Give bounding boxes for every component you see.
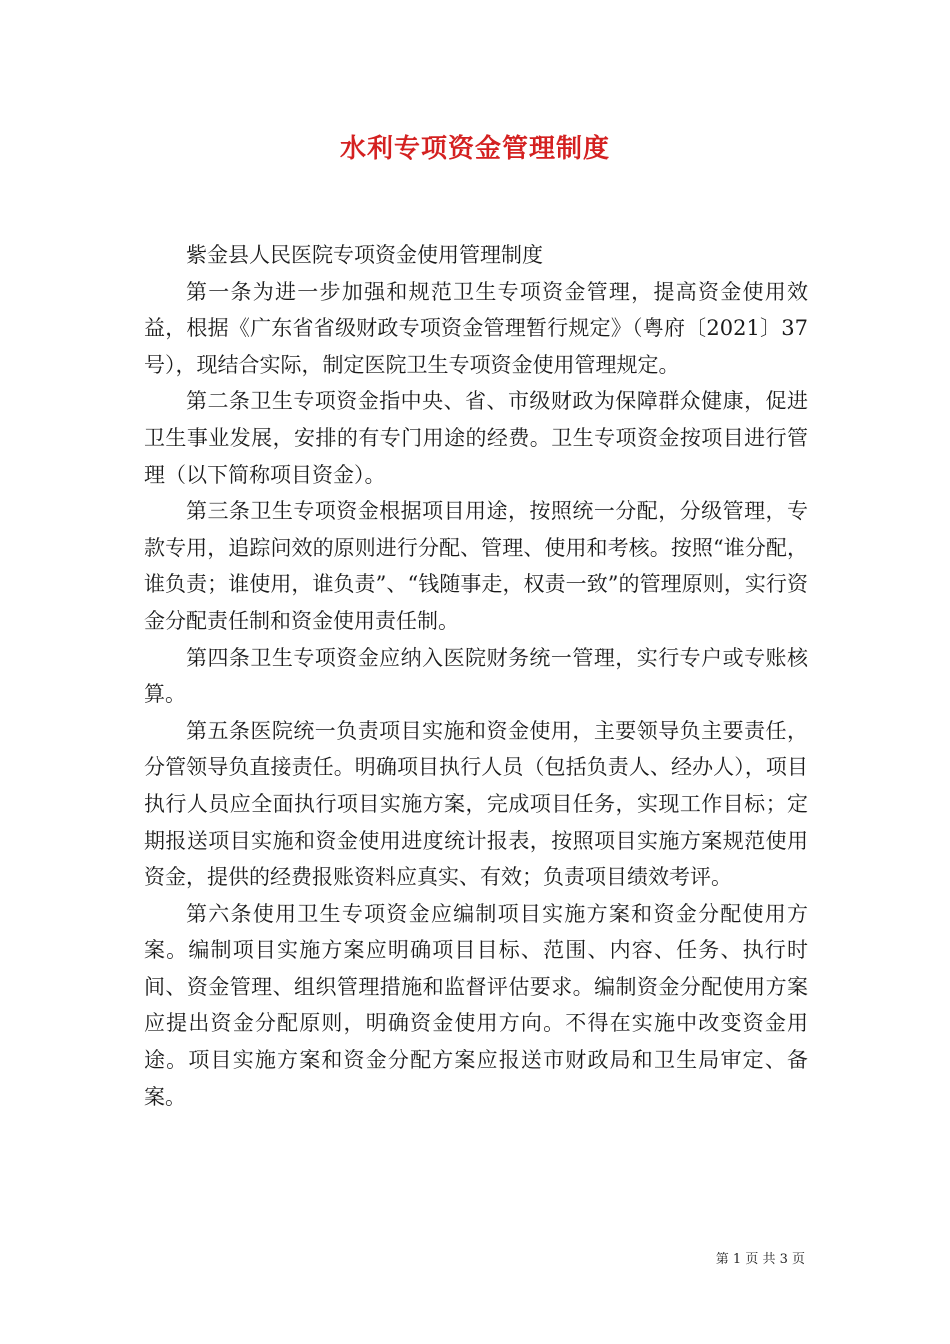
- paragraph-article-6: 第六条使用卫生专项资金应编制项目实施方案和资金分配使用方案。编制项目实施方案应明确项目目标、范围、内容、任务、执行时间、资金管理、组织管理措施和监督评估要求。编制资金分配使用方案应提出资金分配原则，明确资金使用方向。不得在实施中改变资金用途。项目实施方案和资金分配方案应报送市财政局和卫生局审定、备案。: [144, 901, 808, 1109]
- paragraph-heading: 紫金县人民医院专项资金使用管理制度: [186, 243, 543, 267]
- document-body: [144, 237, 808, 1115]
- paragraph-article-5: 第五条医院统一负责项目实施和资金使用，主要领导负主要责任，分管领导负直接责任。明确项目执行人员（包括负责人、经办人），项目执行人员应全面执行项目实施方案，完成项目任务，实现工作目标；定期报送项目实施和资金使用进度统计报表，按照项目实施方案规范使用资金，提供的经费报账资料应真实、有效；负责项目绩效考评。: [144, 718, 808, 890]
- paragraph-article-4: 第四条卫生专项资金应纳入医院财务统一管理，实行专户或专账核算。: [144, 645, 808, 707]
- paragraph-article-3: 第三条卫生专项资金根据项目用途，按照统一分配，分级管理，专款专用，追踪问效的原则进行分配、管理、使用和考核。按照“谁分配，谁负责；谁使用，谁负责”、“钱随事走，权责一致”的管理原则，实行资金分配责任制和资金使用责任制。: [144, 499, 808, 633]
- document-title: 水利专项资金管理制度: [339, 134, 610, 164]
- page-number: 第 1 页 共 3 页: [715, 1252, 805, 1267]
- paragraph-article-1: 第一条为进一步加强和规范卫生专项资金管理，提高资金使用效益，根据《广东省省级财政专项资金管理暂行规定》（粤府〔2021〕37号），现结合实际，制定医院卫生专项资金使用管理规定。: [144, 279, 808, 377]
- paragraph-article-2: 第二条卫生专项资金指中央、省、市级财政为保障群众健康，促进卫生事业发展，安排的有专门用途的经费。卫生专项资金按项目进行管理（以下简称项目资金）。: [144, 389, 808, 487]
